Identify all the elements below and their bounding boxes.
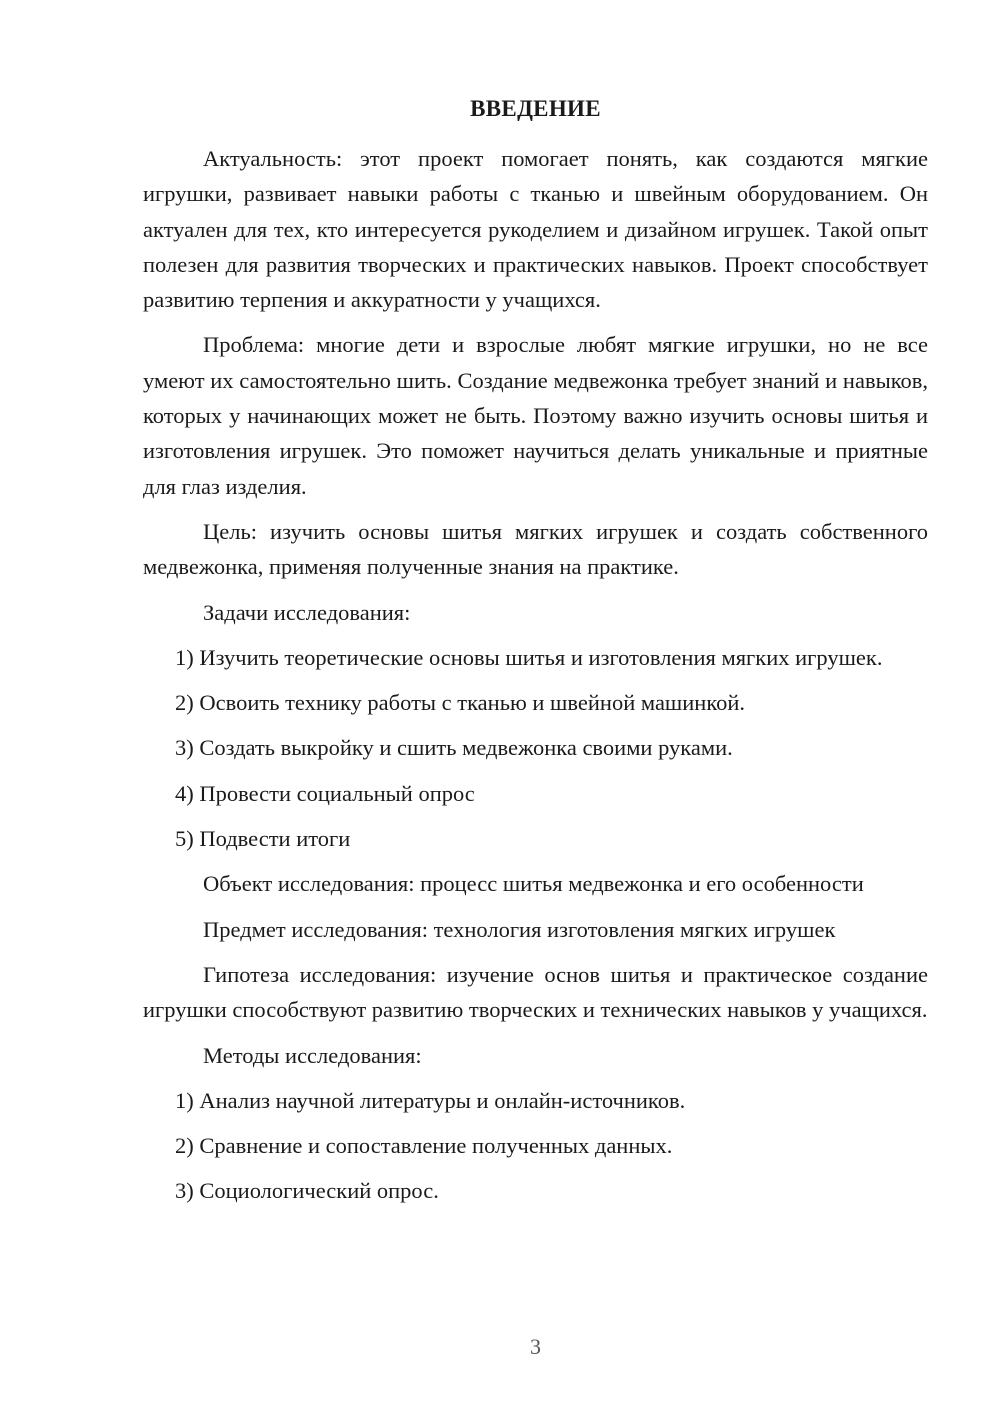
goal-paragraph: Цель: изучить основы шитья мягких игрушек и создать собственного медвежонка, применяя полученные знания на практике.	[143, 518, 928, 580]
task-item: 4) Провести социальный опрос	[175, 780, 475, 806]
task-item: 5) Подвести итоги	[175, 826, 351, 852]
document-page	[143, 0, 928, 1414]
method-item: 1) Анализ научной литературы и онлайн-источников.	[175, 1087, 686, 1113]
methods-heading: Методы исследования:	[203, 1042, 422, 1068]
hypothesis-paragraph: Гипотеза исследования: изучение основ шитья и практическое создание игрушки способствуют развитию творческих и технических навыков у учащихся.	[143, 961, 928, 1023]
method-item: 3) Социологический опрос.	[175, 1178, 439, 1204]
section-title: ВВЕДЕНИЕ	[470, 96, 601, 121]
problem-paragraph: Проблема: многие дети и взрослые любят мягкие игрушки, но не все умеют их самостоятельно шить. Создание медвежонка требует знаний и навыков, которых у начинающих может не быть. Поэтому важно изучить основы шитья и изготовления игрушек. Это поможет научиться делать уникальные и приятные для глаз изделия.	[143, 332, 928, 499]
object-paragraph: Объект исследования: процесс шитья медвежонка и его особенности	[203, 871, 864, 897]
task-item: 2) Освоить технику работы с тканью и швейной машинкой.	[175, 690, 746, 716]
task-item: 1) Изучить теоретические основы шитья и изготовления мягких игрушек.	[175, 644, 883, 670]
relevance-paragraph: Актуальность: этот проект помогает понять, как создаются мягкие игрушки, развивает навыки работы с тканью и швейным оборудованием. Он актуален для тех, кто интересуется рукоделием и дизайном игрушек. Такой опыт полезен для развития творческих и практических навыков. Проект способствует развитию терпения и аккуратности у учащихся.	[143, 146, 928, 313]
page-number: 3	[530, 1334, 541, 1359]
document-body	[143, 141, 928, 1219]
method-item: 2) Сравнение и сопоставление полученных данных.	[175, 1133, 673, 1159]
task-item: 3) Создать выкройку и сшить медвежонка своими руками.	[175, 735, 733, 761]
tasks-heading: Задачи исследования:	[203, 599, 411, 625]
subject-paragraph: Предмет исследования: технология изготовления мягких игрушек	[203, 916, 836, 942]
